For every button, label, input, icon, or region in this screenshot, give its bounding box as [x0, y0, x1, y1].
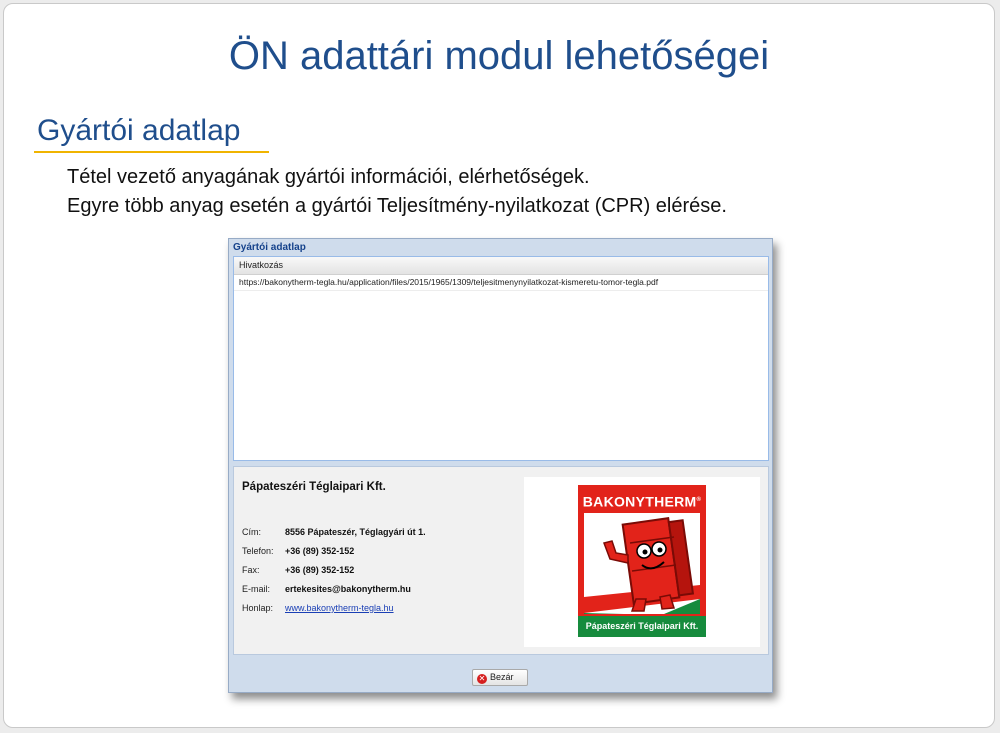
close-button-label: Bezár [490, 672, 514, 682]
phone-label: Telefon: [242, 546, 274, 556]
close-icon: ✕ [478, 674, 486, 683]
grid-row[interactable]: https://bakonytherm-tegla.hu/application/files/2015/1965/1309/teljesitmenynyilatkozat-kismeretu-tomor-tegla.pdf [234, 275, 768, 291]
dialog-title: Gyártói adatlap [233, 242, 306, 253]
section-title: Gyártói adatlap [37, 114, 241, 147]
website-link[interactable]: www.bakonytherm-tegla.hu [285, 603, 394, 613]
website-label: Honlap: [242, 603, 274, 613]
address-value: 8556 Pápateszér, Téglagyári út 1. [285, 527, 426, 537]
address-label: Cím: [242, 527, 261, 537]
section-underline [34, 151, 269, 153]
logo-brand: BAKONYTHERM® [582, 493, 702, 510]
phone-value: +36 (89) 352-152 [285, 546, 355, 556]
bakonytherm-logo [578, 485, 706, 637]
close-button[interactable] [472, 669, 528, 686]
company-name: Pápateszéri Téglaipari Kft. [242, 481, 386, 493]
email-label: E-mail: [242, 584, 271, 594]
reference-grid [233, 256, 769, 461]
fax-label: Fax: [242, 565, 260, 575]
manufacturer-dialog [228, 238, 773, 693]
bullet-text-2: Egyre több anyag esetén a gyártói Teljesítmény-nyilatkozat (CPR) elérése. [67, 195, 727, 217]
manufacturer-info-panel [233, 466, 769, 655]
fax-value: +36 (89) 352-152 [285, 565, 355, 575]
brick-mascot-icon [584, 513, 700, 614]
slide-title: ÖN adattári modul lehetőségei [228, 34, 770, 78]
email-value: ertekesites@bakonytherm.hu [285, 584, 411, 594]
logo-frame [524, 477, 760, 647]
bullet-text-1: Tétel vezető anyagának gyártói információi, elérhetőségek. [67, 166, 590, 188]
grid-column-header[interactable]: Hivatkozás [234, 257, 768, 275]
logo-tagline: Pápateszéri Téglaipari Kft. [578, 616, 706, 637]
